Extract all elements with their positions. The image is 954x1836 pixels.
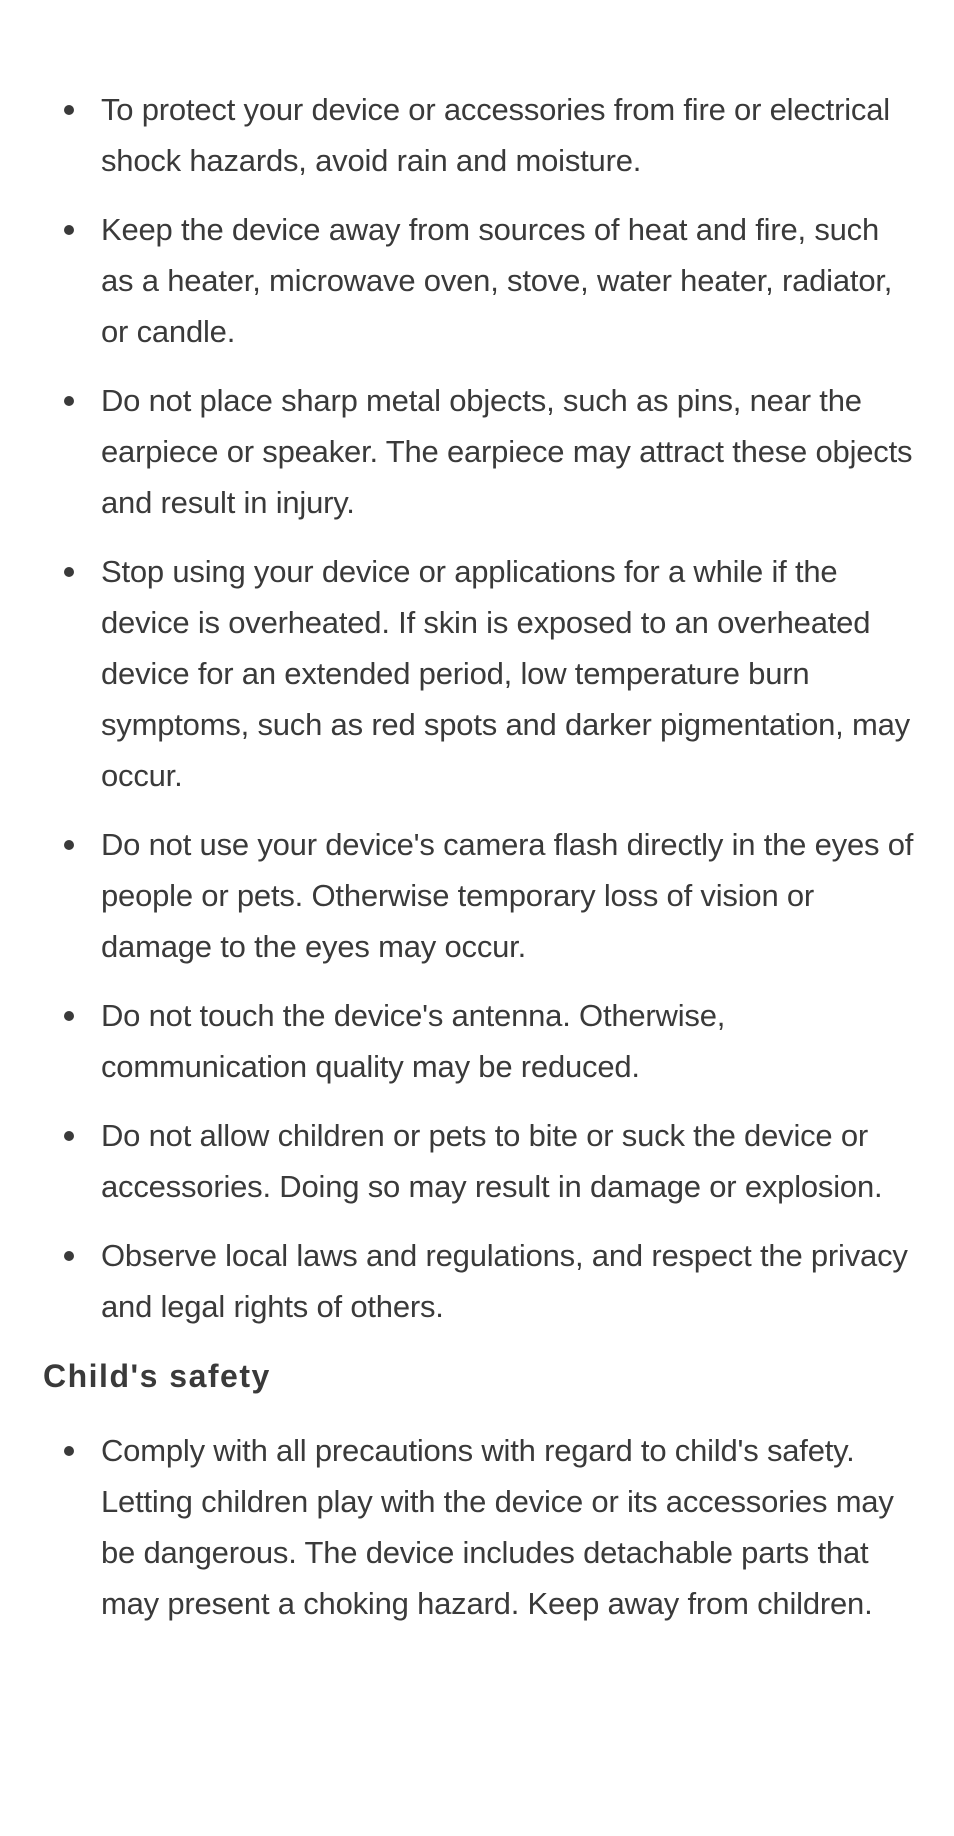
bullet-icon bbox=[64, 1251, 74, 1261]
bullet-icon bbox=[64, 396, 74, 406]
bullet-icon bbox=[64, 1446, 74, 1456]
list-item-text: Do not place sharp metal objects, such as pins, near the earpiece or speaker. The earpiece may attract these objects and result in injury. bbox=[101, 383, 913, 520]
list-item bbox=[0, 204, 954, 357]
section-heading-child-safety: Child's safety bbox=[43, 1358, 271, 1394]
list-item bbox=[0, 375, 954, 528]
list-item bbox=[0, 1110, 954, 1212]
safety-bullet-list bbox=[0, 84, 954, 1350]
list-item bbox=[0, 1230, 954, 1332]
list-item-text: Observe local laws and regulations, and respect the privacy and legal rights of others. bbox=[101, 1238, 908, 1324]
bullet-icon bbox=[64, 567, 74, 577]
bullet-icon bbox=[64, 1131, 74, 1141]
list-item-text: Do not use your device's camera flash directly in the eyes of people or pets. Otherwise temporary loss of vision or damage to the eyes may occur. bbox=[101, 827, 914, 964]
list-item-text: Stop using your device or applications for a while if the device is overheated. If skin is exposed to an overheated device for an extended period, low temperature burn symptoms, such as red spots and darker pigmentation, may occur. bbox=[101, 554, 910, 793]
bullet-icon bbox=[64, 105, 74, 115]
list-item-text: Do not touch the device's antenna. Otherwise, communication quality may be reduced. bbox=[101, 998, 726, 1084]
list-item bbox=[0, 819, 954, 972]
list-item bbox=[0, 84, 954, 186]
list-item bbox=[0, 546, 954, 801]
list-item bbox=[0, 1425, 954, 1629]
list-item-text: To protect your device or accessories from fire or electrical shock hazards, avoid rain and moisture. bbox=[101, 92, 890, 178]
list-item-text: Keep the device away from sources of heat and fire, such as a heater, microwave oven, stove, water heater, radiator, or candle. bbox=[101, 212, 893, 349]
list-item-text: Comply with all precautions with regard to child's safety. Letting children play with the device or its accessories may be dangerous. The device includes detachable parts that may present a choking hazard. Keep away from children. bbox=[101, 1433, 894, 1621]
bullet-icon bbox=[64, 840, 74, 850]
list-item-text: Do not allow children or pets to bite or suck the device or accessories. Doing so may result in damage or explosion. bbox=[101, 1118, 883, 1204]
list-item bbox=[0, 990, 954, 1092]
bullet-icon bbox=[64, 225, 74, 235]
child-safety-bullet-list bbox=[0, 1425, 954, 1647]
bullet-icon bbox=[64, 1011, 74, 1021]
